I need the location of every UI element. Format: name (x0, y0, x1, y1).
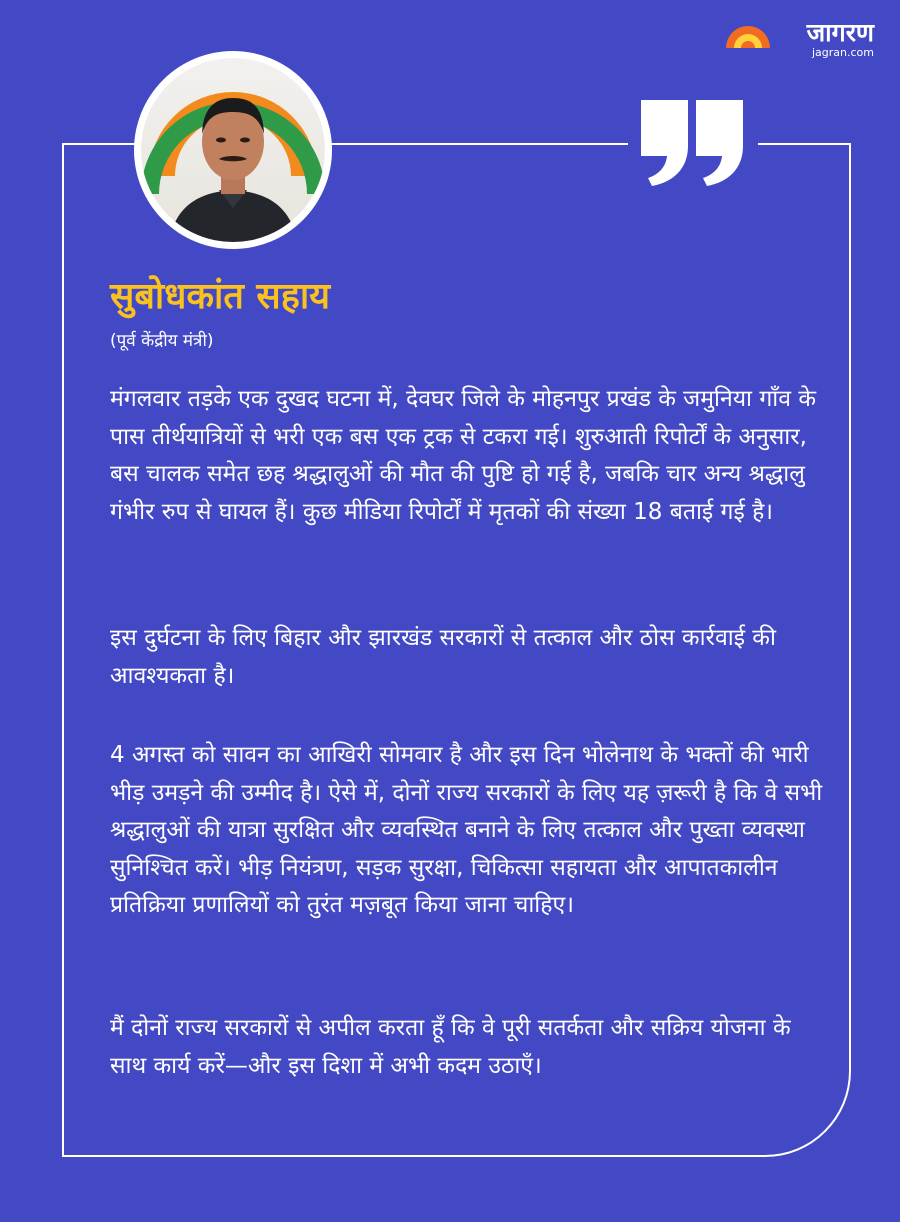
quote-paragraph: मंगलवार तड़के एक दुखद घटना में, देवघर जिले के मोहनपुर प्रखंड के जमुनिया गाँव के पास तीर्थयात्रियों से भरी एक बस एक ट्रक से टकरा गई। शुरुआती रिपोर्टों के अनुसार, बस चालक समेत छह श्रद्धालुओं की मौत की पुष्टि हो गई है, जबकि चार अन्य श्रद्धालु गंभीर रुप से घायल हैं। कुछ मीडिया रिपोर्टों में मृतकों की संख्या 18 बताई गई है। (110, 386, 816, 525)
quote-paragraph: इस दुर्घटना के लिए बिहार और झारखंड सरकारों से तत्काल और ठोस कार्रवाई की आवश्यकता है। (110, 625, 776, 689)
person-designation: (पूर्व केंद्रीय मंत्री) (110, 331, 214, 351)
logo-site: jagran.com (811, 46, 874, 59)
portrait-photo (134, 51, 332, 249)
jagran-logo[interactable] (724, 18, 874, 60)
frame-top-border (330, 143, 628, 145)
quote-paragraph: 4 अगस्त को सावन का आखिरी सोमवार है और इस दिन भोलेनाथ के भक्तों की भारी भीड़ उमड़ने की उम्मीद है। ऐसे में, दोनों राज्य सरकारों के लिए यह ज़रूरी है कि वे सभी श्रद्धालुओं की यात्रा सुरक्षित और व्यवस्थित बनाने के लिए तत्काल और पुख्ता व्यवस्था सुनिश्चित करें। भीड़ नियंत्रण, सड़क सुरक्षा, चिकित्सा सहायता और आपातकालीन प्रतिक्रिया प्रणालियों को तुरंत मज़बूत किया जाना चाहिए। (110, 742, 823, 918)
quote-paragraph: मैं दोनों राज्य सरकारों से अपील करता हूँ कि वे पूरी सतर्कता और सक्रिय योजना के साथ कार्य करें—और इस दिशा में अभी कदम उठाएँ। (110, 1015, 791, 1079)
frame-top-border (758, 143, 851, 145)
portrait-illustration (141, 58, 325, 242)
quote-close-icon (638, 100, 746, 186)
sun-logo-icon (724, 22, 772, 48)
logo-wordmark: जागरण (806, 18, 874, 47)
frame-top-border (62, 143, 138, 145)
person-name: सुबोधकांत सहाय (110, 276, 331, 317)
